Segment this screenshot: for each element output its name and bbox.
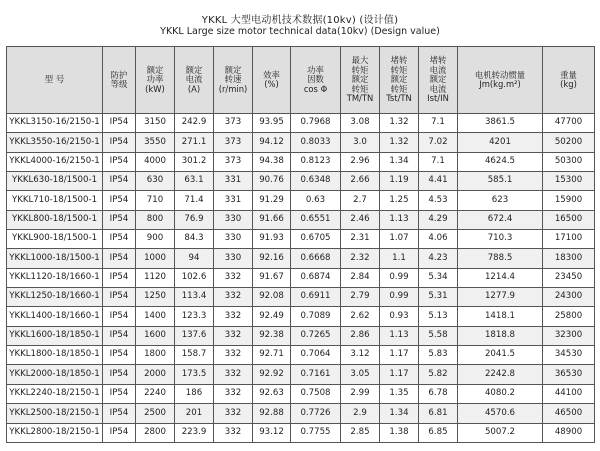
cell-power: 1800 (136, 346, 175, 365)
cell-weight: 47700 (543, 114, 595, 133)
cell-power: 900 (136, 230, 175, 249)
cell-speed: 331 (214, 172, 253, 191)
cell-current: 76.9 (175, 210, 214, 229)
table-row (7, 423, 595, 442)
cell-model: YKKL900-18/1500-1 (7, 230, 103, 249)
cell-efficiency: 92.49 (253, 307, 291, 326)
cell-model: YKKL1400-18/1660-1 (7, 307, 103, 326)
cell-power-factor: 0.6668 (291, 249, 341, 268)
cell-max-torque: 2.31 (341, 230, 380, 249)
cell-inertia: 3861.5 (458, 114, 543, 133)
cell-protection: IP54 (103, 230, 136, 249)
cell-efficiency: 94.38 (253, 152, 291, 171)
column-header-line: (kg) (560, 79, 577, 89)
cell-locked-current: 4.53 (419, 191, 458, 210)
column-header-line: 堵转 (429, 55, 447, 66)
cell-power-factor: 0.8123 (291, 152, 341, 171)
cell-speed: 332 (214, 384, 253, 403)
cell-locked-torque: 0.99 (380, 268, 419, 287)
title-chinese: YKKL 大型电动机技术数据(10kv) (设计值) (201, 15, 399, 26)
cell-locked-torque: 1.17 (380, 346, 419, 365)
cell-model: YKKL3150-16/2150-1 (7, 114, 103, 133)
cell-speed: 373 (214, 133, 253, 152)
cell-current: 242.9 (175, 114, 214, 133)
cell-protection: IP54 (103, 114, 136, 133)
cell-speed: 332 (214, 307, 253, 326)
cell-current: 271.1 (175, 133, 214, 152)
column-header-line: 防护 (110, 69, 128, 80)
cell-max-torque: 3.0 (341, 133, 380, 152)
cell-speed: 332 (214, 423, 253, 442)
cell-max-torque: 2.99 (341, 384, 380, 403)
column-header-line: 转矩 (390, 64, 408, 75)
cell-inertia: 5007.2 (458, 423, 543, 442)
cell-locked-torque: 1.38 (380, 423, 419, 442)
column-header-line: 最大 (351, 55, 369, 66)
cell-weight: 18300 (543, 249, 595, 268)
column-header-line: (kW) (145, 83, 165, 94)
cell-protection: IP54 (103, 307, 136, 326)
cell-current: 137.6 (175, 326, 214, 345)
cell-weight: 16500 (543, 210, 595, 229)
table-row (7, 230, 595, 249)
cell-protection: IP54 (103, 288, 136, 307)
cell-protection: IP54 (103, 404, 136, 423)
cell-model: YKKL1250-18/1660-1 (7, 288, 103, 307)
cell-inertia: 710.3 (458, 230, 543, 249)
cell-power: 2500 (136, 404, 175, 423)
cell-power: 3550 (136, 133, 175, 152)
cell-power-factor: 0.7265 (291, 326, 341, 345)
column-header-line: Tst/TN (386, 93, 412, 104)
column-header-line: 电机转动惯量 (474, 69, 526, 80)
cell-inertia: 623 (458, 191, 543, 210)
column-header-line: 电流 (185, 74, 203, 85)
cell-speed: 330 (214, 210, 253, 229)
cell-protection: IP54 (103, 326, 136, 345)
cell-inertia: 4080.2 (458, 384, 543, 403)
cell-efficiency: 92.08 (253, 288, 291, 307)
cell-weight: 50200 (543, 133, 595, 152)
cell-speed: 332 (214, 268, 253, 287)
cell-weight: 46500 (543, 404, 595, 423)
cell-current: 173.5 (175, 365, 214, 384)
cell-weight: 15300 (543, 172, 595, 191)
cell-inertia: 2242.8 (458, 365, 543, 384)
column-header-line: 转矩 (351, 83, 369, 94)
cell-protection: IP54 (103, 423, 136, 442)
column-header-line: 功率 (307, 64, 324, 75)
column-header-line: 型 号 (44, 74, 65, 85)
cell-max-torque: 3.05 (341, 365, 380, 384)
table-row (7, 191, 595, 210)
cell-weight: 15900 (543, 191, 595, 210)
column-header-efficiency (253, 47, 291, 114)
cell-current: 223.9 (175, 423, 214, 442)
cell-locked-current: 4.29 (419, 210, 458, 229)
cell-model: YKKL1600-18/1850-1 (7, 326, 103, 345)
cell-efficiency: 92.63 (253, 384, 291, 403)
cell-inertia: 4201 (458, 133, 543, 152)
column-header-line: 效率 (263, 69, 280, 80)
table-row (7, 288, 595, 307)
cell-weight: 24300 (543, 288, 595, 307)
cell-locked-current: 5.31 (419, 288, 458, 307)
column-header-max-torque (341, 47, 380, 114)
cell-current: 158.7 (175, 346, 214, 365)
cell-speed: 373 (214, 152, 253, 171)
cell-inertia: 1214.4 (458, 268, 543, 287)
cell-current: 301.2 (175, 152, 214, 171)
cell-current: 102.6 (175, 268, 214, 287)
table-row (7, 307, 595, 326)
cell-protection: IP54 (103, 133, 136, 152)
cell-weight: 34530 (543, 346, 595, 365)
table-row (7, 152, 595, 171)
cell-speed: 332 (214, 326, 253, 345)
cell-protection: IP54 (103, 384, 136, 403)
cell-locked-torque: 1.17 (380, 365, 419, 384)
cell-locked-torque: 1.13 (380, 210, 419, 229)
cell-current: 71.4 (175, 191, 214, 210)
cell-locked-torque: 1.32 (380, 133, 419, 152)
cell-efficiency: 92.71 (253, 346, 291, 365)
column-header-line: 转矩 (390, 83, 408, 94)
cell-locked-current: 4.23 (419, 249, 458, 268)
cell-locked-current: 6.78 (419, 384, 458, 403)
cell-max-torque: 2.62 (341, 307, 380, 326)
table-row (7, 384, 595, 403)
cell-efficiency: 91.67 (253, 268, 291, 287)
cell-max-torque: 2.9 (341, 404, 380, 423)
cell-power: 4000 (136, 152, 175, 171)
cell-power: 1000 (136, 249, 175, 268)
cell-locked-torque: 1.32 (380, 114, 419, 133)
table-body (7, 114, 595, 443)
cell-current: 186 (175, 384, 214, 403)
cell-inertia: 4570.6 (458, 404, 543, 423)
column-header-weight (543, 47, 595, 114)
column-header-locked-current (419, 47, 458, 114)
cell-speed: 330 (214, 249, 253, 268)
cell-weight: 44100 (543, 384, 595, 403)
cell-model: YKKL3550-16/2150-1 (7, 133, 103, 152)
cell-locked-current: 5.83 (419, 346, 458, 365)
cell-current: 123.3 (175, 307, 214, 326)
cell-max-torque: 2.96 (341, 152, 380, 171)
cell-model: YKKL1800-18/1850-1 (7, 346, 103, 365)
cell-power-factor: 0.6348 (291, 172, 341, 191)
cell-power-factor: 0.7968 (291, 114, 341, 133)
column-header-current (175, 47, 214, 114)
cell-inertia: 1818.8 (458, 326, 543, 345)
table-row (7, 346, 595, 365)
cell-max-torque: 2.46 (341, 210, 380, 229)
cell-locked-torque: 1.13 (380, 326, 419, 345)
cell-power-factor: 0.7064 (291, 346, 341, 365)
column-header-line: Jm(kg.m²) (479, 79, 521, 89)
cell-speed: 331 (214, 191, 253, 210)
column-header-locked-torque (380, 47, 419, 114)
cell-locked-torque: 0.99 (380, 288, 419, 307)
table-row (7, 404, 595, 423)
column-header-line: 堵转 (390, 55, 408, 66)
cell-locked-torque: 1.1 (380, 249, 419, 268)
column-header-line: 因数 (307, 74, 324, 85)
table-row (7, 249, 595, 268)
cell-max-torque: 2.85 (341, 423, 380, 442)
cell-protection: IP54 (103, 210, 136, 229)
cell-power-factor: 0.7089 (291, 307, 341, 326)
cell-speed: 332 (214, 346, 253, 365)
cell-efficiency: 93.95 (253, 114, 291, 133)
column-header-line: 额定 (146, 64, 164, 75)
cell-power-factor: 0.63 (291, 191, 341, 210)
cell-power-factor: 0.6911 (291, 288, 341, 307)
cell-inertia: 4624.5 (458, 152, 543, 171)
cell-current: 94 (175, 249, 214, 268)
table-row (7, 210, 595, 229)
column-header-line: 额定 (224, 64, 242, 75)
cell-efficiency: 91.66 (253, 210, 291, 229)
column-header-line: 电流 (429, 83, 447, 94)
cell-weight: 36530 (543, 365, 595, 384)
column-header-line: 重量 (560, 69, 577, 80)
cell-power-factor: 0.8033 (291, 133, 341, 152)
cell-efficiency: 94.12 (253, 133, 291, 152)
cell-locked-torque: 1.35 (380, 384, 419, 403)
cell-weight: 17100 (543, 230, 595, 249)
column-header-line: 额定 (429, 74, 447, 85)
cell-weight: 50300 (543, 152, 595, 171)
cell-model: YKKL4000-16/2150-1 (7, 152, 103, 171)
column-header-line: 功率 (146, 74, 164, 85)
cell-efficiency: 91.29 (253, 191, 291, 210)
cell-model: YKKL1120-18/1660-1 (7, 268, 103, 287)
cell-power-factor: 0.7755 (291, 423, 341, 442)
cell-locked-torque: 0.93 (380, 307, 419, 326)
cell-efficiency: 92.16 (253, 249, 291, 268)
cell-locked-current: 7.02 (419, 133, 458, 152)
column-header-model (7, 47, 103, 114)
cell-protection: IP54 (103, 191, 136, 210)
cell-power-factor: 0.6874 (291, 268, 341, 287)
cell-locked-current: 5.13 (419, 307, 458, 326)
cell-max-torque: 3.12 (341, 346, 380, 365)
cell-speed: 332 (214, 288, 253, 307)
cell-power: 2240 (136, 384, 175, 403)
cell-power-factor: 0.6551 (291, 210, 341, 229)
cell-protection: IP54 (103, 346, 136, 365)
cell-max-torque: 2.32 (341, 249, 380, 268)
cell-max-torque: 3.08 (341, 114, 380, 133)
column-header-line: 转速 (224, 74, 242, 85)
column-header-power-factor (291, 47, 341, 114)
cell-efficiency: 93.12 (253, 423, 291, 442)
column-header-line: 转矩 (351, 64, 369, 75)
cell-locked-current: 7.1 (419, 152, 458, 171)
cell-locked-torque: 1.19 (380, 172, 419, 191)
cell-model: YKKL630-18/1500-1 (7, 172, 103, 191)
cell-protection: IP54 (103, 152, 136, 171)
cell-locked-torque: 1.25 (380, 191, 419, 210)
cell-model: YKKL2500-18/2150-1 (7, 404, 103, 423)
cell-locked-current: 5.34 (419, 268, 458, 287)
column-header-line: (r/min) (218, 83, 248, 94)
cell-efficiency: 92.88 (253, 404, 291, 423)
column-header-line: (A) (187, 83, 201, 94)
cell-power: 800 (136, 210, 175, 229)
cell-efficiency: 91.93 (253, 230, 291, 249)
column-header-line: TM/TN (346, 93, 374, 104)
column-header-protection (103, 47, 136, 114)
table-row (7, 133, 595, 152)
cell-power: 1600 (136, 326, 175, 345)
cell-locked-current: 6.85 (419, 423, 458, 442)
cell-protection: IP54 (103, 365, 136, 384)
cell-model: YKKL2000-18/1850-1 (7, 365, 103, 384)
column-header-line: Ist/IN (427, 93, 449, 104)
cell-protection: IP54 (103, 268, 136, 287)
cell-weight: 25800 (543, 307, 595, 326)
cell-max-torque: 2.79 (341, 288, 380, 307)
cell-power-factor: 0.7726 (291, 404, 341, 423)
cell-locked-current: 4.06 (419, 230, 458, 249)
cell-model: YKKL2240-18/2150-1 (7, 384, 103, 403)
motor-data-table (6, 46, 595, 443)
cell-max-torque: 2.84 (341, 268, 380, 287)
cell-power: 630 (136, 172, 175, 191)
cell-power: 3150 (136, 114, 175, 133)
cell-locked-current: 6.81 (419, 404, 458, 423)
cell-power: 1400 (136, 307, 175, 326)
cell-model: YKKL1000-18/1500-1 (7, 249, 103, 268)
table-row (7, 114, 595, 133)
cell-model: YKKL2800-18/2150-1 (7, 423, 103, 442)
table-row (7, 268, 595, 287)
cell-inertia: 585.1 (458, 172, 543, 191)
column-header-line: (%) (264, 79, 279, 89)
cell-current: 113.4 (175, 288, 214, 307)
cell-speed: 330 (214, 230, 253, 249)
table-row (7, 172, 595, 191)
column-header-speed (214, 47, 253, 114)
column-header-line: 额定 (351, 74, 369, 85)
cell-efficiency: 90.76 (253, 172, 291, 191)
header-row (7, 47, 595, 114)
cell-power: 2800 (136, 423, 175, 442)
cell-locked-torque: 1.34 (380, 152, 419, 171)
column-header-inertia (458, 47, 543, 114)
column-header-line: cos Φ (303, 83, 328, 94)
cell-power: 710 (136, 191, 175, 210)
cell-locked-torque: 1.07 (380, 230, 419, 249)
cell-max-torque: 2.66 (341, 172, 380, 191)
cell-power-factor: 0.7508 (291, 384, 341, 403)
column-header-line: 电流 (429, 64, 447, 75)
cell-locked-current: 5.58 (419, 326, 458, 345)
cell-inertia: 1277.9 (458, 288, 543, 307)
cell-max-torque: 2.7 (341, 191, 380, 210)
table-row (7, 326, 595, 345)
cell-power-factor: 0.7161 (291, 365, 341, 384)
cell-weight: 32300 (543, 326, 595, 345)
cell-speed: 332 (214, 365, 253, 384)
cell-locked-current: 4.41 (419, 172, 458, 191)
cell-current: 63.1 (175, 172, 214, 191)
cell-power: 1250 (136, 288, 175, 307)
cell-efficiency: 92.38 (253, 326, 291, 345)
table-row (7, 365, 595, 384)
column-header-line: 额定 (185, 64, 203, 75)
cell-model: YKKL710-18/1500-1 (7, 191, 103, 210)
cell-current: 201 (175, 404, 214, 423)
column-header-line: 额定 (390, 74, 408, 85)
cell-inertia: 2041.5 (458, 346, 543, 365)
column-header-power (136, 47, 175, 114)
column-header-line: 等级 (110, 79, 128, 89)
cell-locked-torque: 1.34 (380, 404, 419, 423)
cell-efficiency: 92.92 (253, 365, 291, 384)
cell-power-factor: 0.6705 (291, 230, 341, 249)
cell-inertia: 788.5 (458, 249, 543, 268)
cell-locked-current: 7.1 (419, 114, 458, 133)
cell-speed: 332 (214, 404, 253, 423)
cell-inertia: 672.4 (458, 210, 543, 229)
cell-power: 1120 (136, 268, 175, 287)
title-english: YKKL Large size motor technical data(10kv) (Design value) (160, 26, 440, 37)
cell-weight: 48900 (543, 423, 595, 442)
cell-model: YKKL800-18/1500-1 (7, 210, 103, 229)
cell-protection: IP54 (103, 249, 136, 268)
cell-protection: IP54 (103, 172, 136, 191)
cell-max-torque: 2.86 (341, 326, 380, 345)
cell-current: 84.3 (175, 230, 214, 249)
cell-speed: 373 (214, 114, 253, 133)
cell-inertia: 1418.1 (458, 307, 543, 326)
cell-locked-current: 5.82 (419, 365, 458, 384)
cell-weight: 23450 (543, 268, 595, 287)
cell-power: 2000 (136, 365, 175, 384)
